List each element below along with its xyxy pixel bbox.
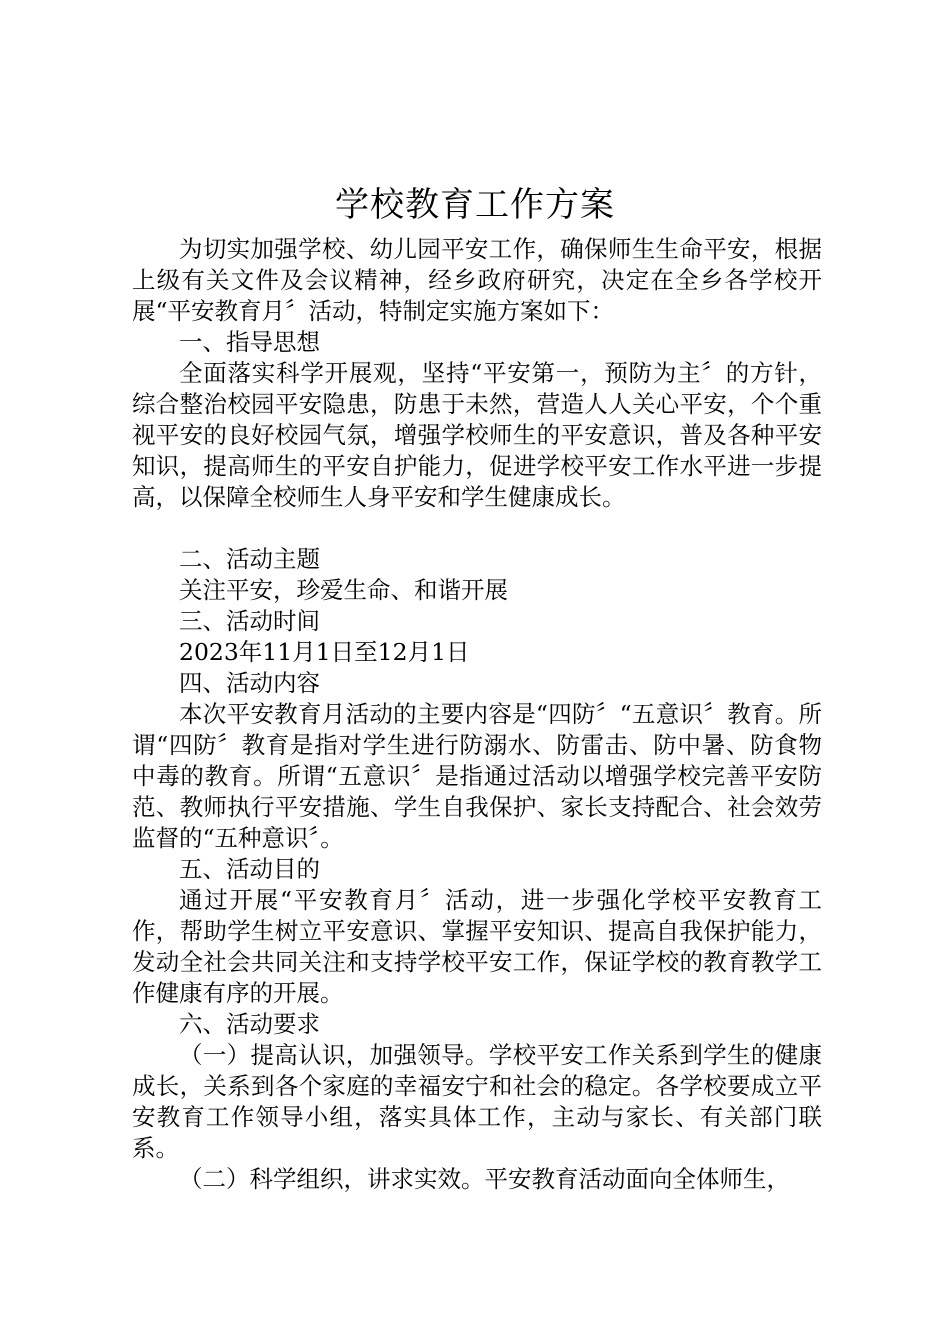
section-2-body: 关注平安，珍爱生命、和谐开展 — [179, 576, 508, 604]
section-3-body: 2023年11月1日至12月1日 — [179, 638, 470, 666]
blank-line — [132, 513, 822, 544]
document-title: 学校教育工作方案 — [335, 185, 615, 225]
section-4-body: 本次平安教育月活动的主要内容是“四防〞“五意识〞教育。所谓“四防〞教育是指对学生进行防溺水、防雷击、防中暑、防食物中毒的教育。所谓“五意识〞是指通过活动以增强学校完善平安防范、教师执行平安措施、学生自我保护、家长支持配合、社会效劳监督的“五种意识〞。 — [132, 700, 822, 852]
section-1-body: 全面落实科学开展观，坚持“平安第一，预防为主〞的方针，综合整治校园平安隐患，防患于未然，营造人人关心平安，个个重视平安的良好校园气氛，增强学校师生的平安意识，普及各种平安知识，提高师生的平安自护能力，促进学校平安工作水平进一步提高，以保障全校师生人身平安和学生健康成长。 — [132, 359, 822, 511]
section-3-heading: 三、活动时间 — [179, 607, 320, 635]
section-5-heading: 五、活动目的 — [179, 855, 320, 883]
section-6-heading: 六、活动要求 — [179, 1010, 320, 1038]
section-6-item-2: （二）科学组织，讲求实效。平安教育活动面向全体师生， — [179, 1165, 790, 1193]
document-body — [132, 234, 822, 1195]
section-5-body: 通过开展“平安教育月〞活动，进一步强化学校平安教育工作，帮助学生树立平安意识、掌握平安知识、提高自我保护能力，发动全社会共同关注和支持学校平安工作，保证学校的教育教学工作健康有序的开展。 — [132, 886, 822, 1007]
section-6-item-1: （一）提高认识，加强领导。学校平安工作关系到学生的健康成长，关系到各个家庭的幸福安宁和社会的稳定。各学校要成立平安教育工作领导小组，落实具体工作，主动与家长、有关部门联系。 — [132, 1041, 822, 1162]
section-2-heading: 二、活动主题 — [179, 545, 320, 573]
section-4-heading: 四、活动内容 — [179, 669, 320, 697]
section-1-heading: 一、指导思想 — [179, 328, 320, 356]
intro-paragraph: 为切实加强学校、幼儿园平安工作，确保师生生命平安，根据上级有关文件及会议精神，经乡政府研究，决定在全乡各学校开展“平安教育月〞活动，特制定实施方案如下： — [132, 235, 822, 325]
